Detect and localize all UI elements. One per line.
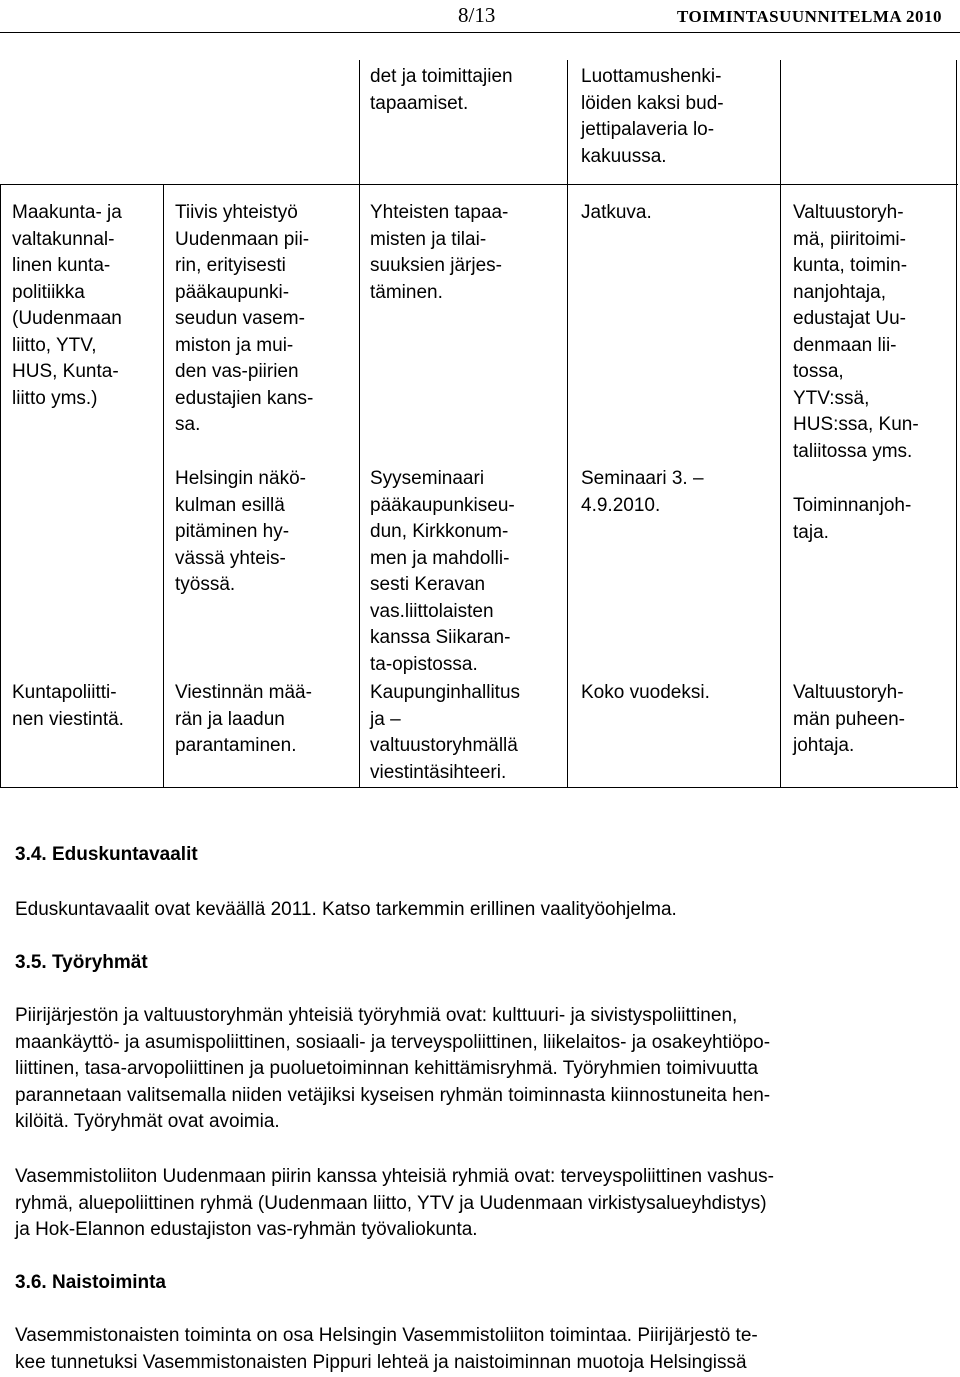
table-cell-r1c1: Maakunta- ja valtakunnal- linen kunta- politiikka (Uudenmaan liitto, YTV, HUS, Kunta- liitto yms.): [12, 202, 122, 409]
table-cell-r2c4: Koko vuodeksi.: [581, 682, 710, 703]
table-cell-r1c5b: Toiminnanjoh- taja.: [793, 495, 912, 543]
table-row-line-1: [0, 184, 958, 185]
table-cell-r1c2b: Helsingin näkö- kulman esillä pitäminen hy- vässä yhteis- työssä.: [175, 468, 306, 595]
table-row-line-bottom: [0, 787, 958, 788]
table-divider-3: [567, 60, 568, 788]
section-text-3-4: Eduskuntavaalit ovat keväällä 2011. Katso tarkemmin erillinen vaalityöohjelma.: [15, 899, 677, 920]
section-heading-3-6: 3.6. Naistoiminta: [15, 1272, 166, 1293]
table-cell-r1c3b: Syyseminaari pääkaupunkiseu- dun, Kirkkonum- men ja mahdolli- sesti Keravan vas.liittolaisten kanssa Siikaran- ta-opistossa.: [370, 468, 515, 675]
section-paragraph-3-5-2: Vasemmistoliiton Uudenmaan piirin kanssa yhteisiä ryhmiä ovat: terveyspoliittinen vashus- ryhmä, aluepoliittinen ryhmä (Uudenmaan liitto, YTV ja Uudenmaan virkistysalueyhdistys) ja Hok-Elannon edustajiston vas-ryhmän työvaliokunta.: [15, 1166, 774, 1240]
table-divider-1: [163, 184, 164, 788]
table-border-left: [0, 184, 1, 788]
header-divider: [0, 32, 960, 33]
document-title: TOIMINTASUUNNITELMA 2010: [677, 7, 942, 26]
section-paragraph-3-6-1: Vasemmistonaisten toiminta on osa Helsingin Vasemmistoliiton toimintaa. Piirijärjestö te- kee tunnetuksi Vasemmistonaisten Pippuri lehteä ja naistoiminnan muotoja Helsingissä: [15, 1325, 758, 1373]
table-cell-r0c3: det ja toimittajien tapaamiset.: [370, 66, 513, 114]
table-cell-r1c5a: Valtuustoryh- mä, piiritoimi- kunta, toimin- nanjohtaja, edustajat Uu- denmaan lii- tossa, YTV:ssä, HUS:ssa, Kun- taliitossa yms.: [793, 202, 919, 462]
table-cell-r2c1: Kuntapoliitti- nen viestintä.: [12, 682, 124, 730]
page-number: 8/13: [458, 3, 496, 27]
page-header: [0, 0, 960, 32]
table-border-right: [956, 60, 957, 788]
section-heading-3-5: 3.5. Työryhmät: [15, 952, 148, 973]
plan-table: [0, 60, 958, 788]
section-heading-3-4: 3.4. Eduskuntavaalit: [15, 844, 198, 865]
table-cell-r1c3a: Yhteisten tapaa- misten ja tilai- suuksien järjes- täminen.: [370, 202, 509, 303]
table-cell-r2c2: Viestinnän mää- rän ja laadun parantaminen.: [175, 682, 312, 756]
table-cell-r1c2a: Tiivis yhteistyö Uudenmaan pii- rin, erityisesti pääkaupunki- seudun vasem- miston ja mui- den vas-piirien edustajien kans- sa.: [175, 202, 314, 435]
table-cell-r2c3: Kaupunginhallitus ja – valtuustoryhmällä viestintäsihteeri.: [370, 682, 521, 783]
table-cell-r1c4b: Seminaari 3. – 4.9.2010.: [581, 468, 704, 516]
table-divider-4: [780, 60, 781, 788]
table-divider-2: [359, 60, 360, 788]
table-cell-r1c4a: Jatkuva.: [581, 202, 652, 223]
table-cell-r0c4: Luottamushenki- löiden kaksi bud- jettipalaveria lo- kakuussa.: [581, 66, 724, 167]
table-cell-r2c5: Valtuustoryh- män puheen- johtaja.: [793, 682, 905, 756]
section-paragraph-3-5-1: Piirijärjestön ja valtuustoryhmän yhteisiä työryhmiä ovat: kulttuuri- ja sivistyspoliittinen, maankäyttö- ja asumispoliittinen, sosiaali- ja terveyspoliittinen, liikelaitos- ja osakeyhtiöpo- liittinen, tasa-arvopoliittinen ja puoluetoiminnan kehittämisryhmä. Työryhmien toimivuutta parannetaan valitsemalla niiden vetäjiksi kyseisen ryhmän toiminnasta kiinnostuneita hen- kilöitä. Työryhmät ovat avoimia.: [15, 1005, 771, 1132]
